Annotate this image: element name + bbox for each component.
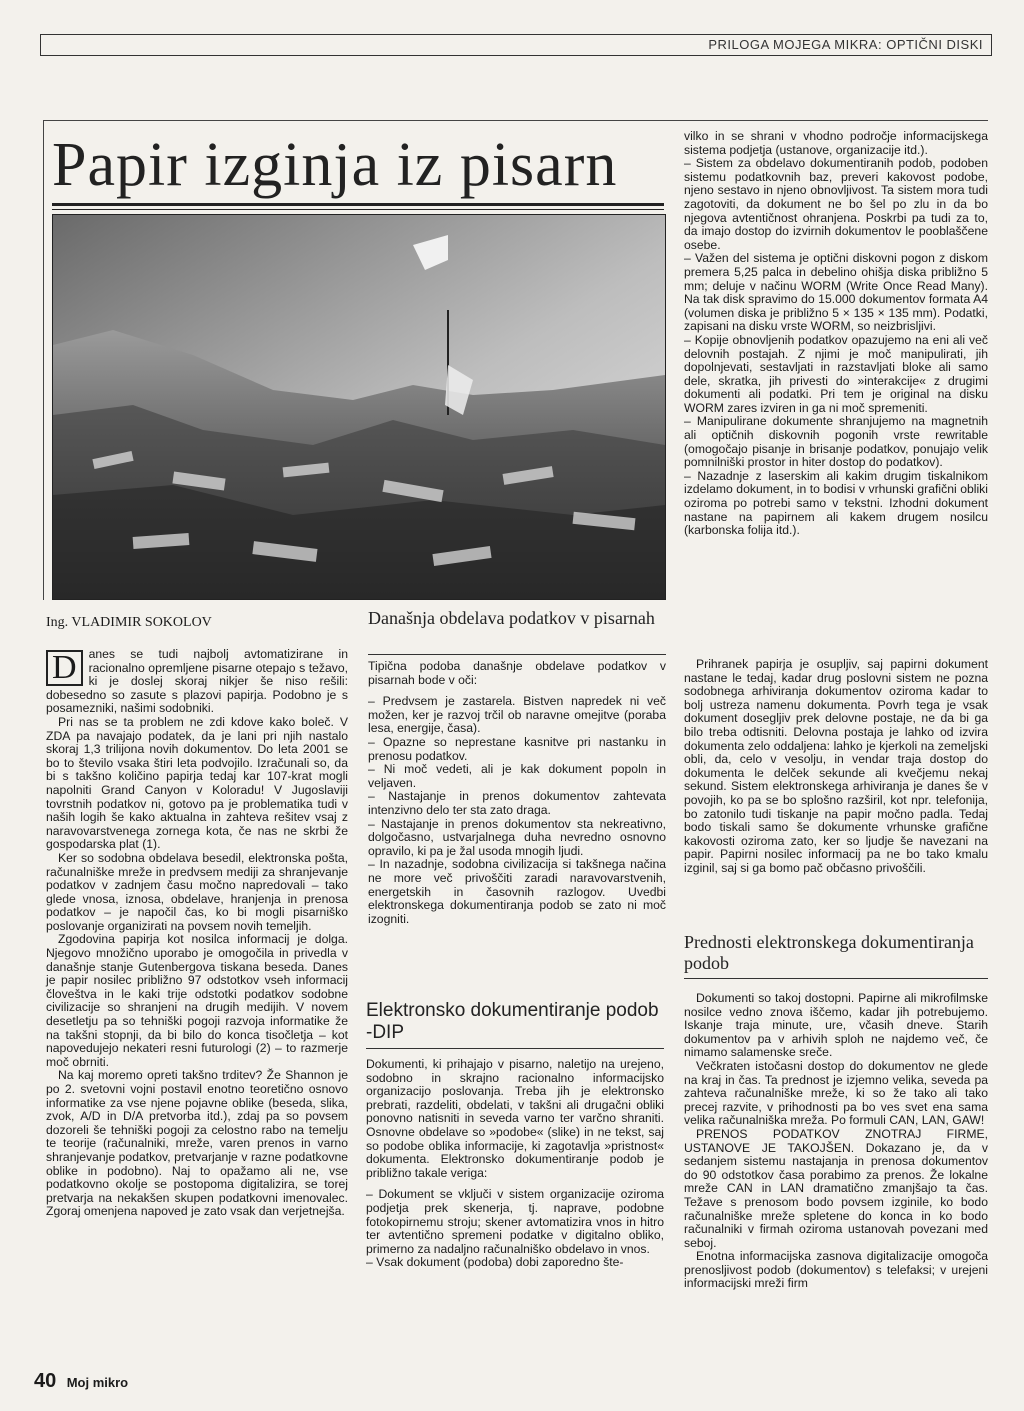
title-rule [52, 203, 664, 206]
title-rule-thin [52, 209, 664, 210]
article-column-2-lower [366, 1058, 664, 1270]
article-column-1 [46, 648, 348, 1219]
paragraph: PRENOS PODATKOV ZNOTRAJ FIRME, USTANOVE JE TAKOJŠEN. Dokazano je, da v sedanjem sistemu nastajanja in prenosa dokumentov do 90 odstotkov časa porabimo za prenos. Že lokalne mreže CAN in LAN dramatično zmanjšajo ta čas. Težave s prenosom bodo povsem izginile, ko bodo računalniške mreže spletene do konca in ko bodo računalniki v firmah oziroma ustanovah povezani med seboj. [684, 1126, 988, 1250]
paragraph: Pri nas se ta problem ne zdi kdove kako boleč. V ZDA pa navajajo podatek, da je lani pri njih nastalo skoraj 1,3 trilijona novih dokumentov. Do leta 2001 se bo to število vsaka štiri leta podvojilo. Izračunali so, da bi s takšno količino papirja tedaj kar 107-krat mogli napolniti Grand Canyon v Koloradu! V Jugoslaviji tovrstnih podatkov ni, gotovo pa je problematika tudi v naših logih še kako aktualna in zahteva rešitev vsaj z naravovarstvenega zornega kota, če nas ne skrbi že gospodarska plat (1). [46, 714, 348, 852]
page-number: 40 [34, 1370, 57, 1392]
paper-mountain-photo [53, 215, 665, 599]
article-column-3-lower [684, 992, 988, 1291]
drop-cap: D [46, 650, 83, 686]
paragraph: anes se tudi najbolj avtomatizirane in racionalno opremljene pisarne otepajo s težavo, ki je doslej skoraj nikjer še niso rešili: dobesedno so zasute s plazovi papirja. Podobno je s posamezniki, našimi sodobniki. [46, 647, 348, 716]
list-item: – Dokument se vključi v sistem organizacije oziroma podjetja prek skenerja, tj. naprave, podobne fotokopirnemu stroju; skener avtomatizira vnos in hitro ter avtentično spremeni podatke v digitalno obliko, primerno za nadaljno računalniško obdelavo in vnos. [366, 1187, 664, 1256]
list-item: – Kopije obnovljenih podatkov opazujemo na eni ali več delovnih postajah. Z njimi je moč manipulirati, jih dopolnjevati, sestavljati in razstavljati bloke ali samo dele, skratka, jih privesti do »interakcije« z drugimi dokumenti ali podatki. Pri tem je original na disku WORM zares izviren in ga ni moč spremeniti. [684, 332, 988, 415]
paragraph: vilko in se shrani v vhodno področje informacijskega sistema podjetja (ustanove, organizacije itd.). [684, 129, 988, 157]
heading-rule [366, 1048, 664, 1049]
heading-rule [684, 978, 988, 979]
article-column-2 [368, 660, 666, 926]
list-item: – Manipulirane dokumente shranjujemo na magnetnih ali optičnih diskovnih pogonih vrste rewritable (omogočajo pisanje in brisanje podatkov, ponujajo velik pomnilniški prostor in hiter dostop do podatkov). [684, 414, 988, 470]
section-header-text: PRILOGA MOJEGA MIKRA: OPTIČNI DISKI [708, 37, 983, 52]
list-item: – Nastajanje in prenos dokumentov sta nekreativno, dolgočasno, ustvarjalnega duha nevredno osnovno opravilo, ki pa je žal usoda mnogih ljudi. [368, 816, 666, 858]
author-byline: Ing. VLADIMIR SOKOLOV [46, 615, 212, 630]
magazine-name: Moj mikro [66, 1375, 129, 1390]
paragraph: Dokumenti so takoj dostopni. Papirne ali mikrofilmske nosilce vedno znova iščemo, kadar jih potrebujemo. Iskanje traja minute, ure, včasih dneve. Starih dokumentov pa v arhivih sploh ne najdemo več, če nimamo salamenske sreče. [684, 991, 988, 1060]
frame-top-rule [43, 120, 988, 121]
list-item: – Opazne so neprestane kasnitve pri nastanku in prenosu podatkov. [368, 734, 666, 763]
section-heading-today: Današnja obdelava podatkov v pisarnah [368, 608, 655, 628]
paragraph: Tipična podoba današnje obdelave podatkov v pisarnah bode v oči: [368, 659, 666, 687]
paragraph: Zgodovina papirja kot nosilca informacij je dolga. Njegovo množično uporabo je omogočila in privedla v današnje stanje Gutenbergova tiskana beseda. Danes je papir nosilec približno 97 odstotkov vseh informacij človeštva in le kaki trije odstotki podatkov sodobne civilizacije so shranjeni na drugih medijih. V novem desetletju pa so tehniški pogoji razvoja informatike že na takšni stopnji, da bi bilo do konca tisočletja – kot napovedujejo nekateri resni futurologi (2) – to razmerje moč obrniti. [46, 932, 348, 1069]
frame-left-rule [43, 120, 44, 600]
list-item: – Predvsem je zastarela. Bistven napredek ni več možen, ker je razvoj trčil ob naravne omejitve (poraba lesa, energije, časa). [368, 694, 666, 736]
article-photo [52, 214, 666, 600]
paragraph: Ker so sodobna obdelava besedil, elektronska pošta, računalniške mreže in predvsem mediji za shranjevanje podatkov v zadnjem času močno napredovali – tako glede vnosa, iznosa, obdelave, hranjenja in prenosa podatkov – je napočil čas, ko bi mogli pisarniško poslovanje organizirati na povsem novih temeljih. [46, 850, 348, 933]
article-title: Papir izginja iz pisarn [52, 131, 618, 199]
list-item: – In nazadnje, sodobna civilizacija si takšnega načina ne more več privoščiti zaradi naravovarstvenih, energetskih in časovnih razlogov. Uvedbi elektronskega dokumentiranja podob se zato ni moč izogniti. [368, 857, 666, 926]
article-column-3-middle [684, 658, 988, 876]
article-column-3 [684, 130, 988, 538]
paragraph: Na kaj moremo opreti takšno trditev? Že Shannon je po 2. svetovni vojni postavil enotno teoretično osnovo informatike za vse njene pojavne oblike (beseda, slika, zvok, A/D in D/A pretvorba itd.), zdaj pa so povsem dozoreli še tehniški pogoji za celostno rabo na temelju te teorije (računalniki, mreže, varen prenos in varno shranjevanje podatkov, pretvarjanje v razne podatkovne oblike in podobno). Naj to opažamo ali ne, vse podatkovno okolje se postopoma digitalizira, se torej pretvarja na nekakšen skupen podatkovni imenovalec. Zgoraj omenjena napoved je zato vsak dan verjetnejša. [46, 1068, 348, 1219]
list-item: – Vsak dokument (podoba) dobi zaporedno šte- [366, 1255, 624, 1270]
list-item: – Važen del sistema je optični diskovni pogon z diskom premera 5,25 palca in debelino ohišja diska približno 5 mm; deluje v načinu WORM (Write Once Read Many). Na tak disk spravimo do 15.000 dokumentov formata A4 (volumen diska je približno 5 × 135 × 135 mm). Podatki, zapisani na disku vrste WORM, so neizbrisljivi. [684, 251, 988, 334]
list-item: – Nastajanje in prenos dokumentov zahtevata intenzivno delo ter sta zato draga. [368, 789, 666, 817]
section-heading-dip: Elektronsko dokumentiranje podob -DIP [366, 1000, 659, 1043]
page-footer [34, 1370, 128, 1393]
list-item: – Nazadnje z laserskim ali kakim drugim tiskalnikom izdelamo dokument, in to bodisi v vrhunski grafični obliki oziroma po potrebi samo v tekstni. Izhodni dokument nastane na papirnem ali kakem drugem nosilcu (karbonska folija itd.). [684, 468, 988, 538]
heading-rule [368, 654, 666, 655]
section-header [40, 34, 992, 56]
section-heading-advantages: Prednosti elektronskega dokumentiranja podob [684, 932, 974, 973]
paragraph: Večkraten istočasni dostop do dokumentov ne glede na kraj in čas. Ta prednost je izjemno velika, seveda pa zahteva računalniške mreže, ki so že tako ali tako precej razvite, v prihodnosti pa bo ves svet ena sama velika računalniška mreža. Po formuli CAN, LAN, GAW! [684, 1058, 988, 1128]
list-item: – Sistem za obdelavo dokumentiranih podob, podoben sistemu podatkovnih baz, preveri kakovost podobe, njeno sestavo in njeno obnovljivost. Ta sistem mora tudi zagotoviti, da dokument ne bo šel po zlu in da bo njegova avtentičnost ohranjena. Poskrbi pa tudi za to, da imajo dostop do izvirnih dokumentov le pooblaščene osebe. [684, 156, 988, 252]
paragraph: Dokumenti, ki prihajajo v pisarno, naletijo na urejeno, sodobno in skrajno racionalno informacijsko organizacijo poslovanja. Treba jih je elektronsko prebrati, razdeliti, obdelati, v takšni ali drugačni obliki ponovno natisniti in seveda varno ter varčno shraniti. Osnovne obdelave so »podobe« (slike) in ne tekst, saj so podobe oblika informacije, ki zagotavlja »pristnost« dokumenta. Elektronsko dokumentiranje podob je približno takale veriga: [366, 1057, 664, 1180]
paragraph: Prihranek papirja je osupljiv, saj papirni dokument nastane le tedaj, kadar drug poslovni sistem ne pozna sodobnega arhiviranja dokumentov oziroma kadar to bolj ustreza namenu dokumenta. Povrh tega je vsak dokument dosegljiv prek delovne postaje, ne da bi ga bilo treba odtisniti. Delovna postaja je lahko od izvira dokumenta zelo oddaljena: lahko je kjerkoli na zemeljski obli, da, celo v vesolju, in vendar traja dostop do dokumenta le delček sekunde ali kvečjemu nekaj sekund. Sistem elektronskega arhiviranja je danes še v povojih, ko pa se bo splošno razširil, kot npr. telefonija, bo zatonilo tudi tiskanje na papir močno padla. Tedaj bodo tiskali samo še dokumente vrhunske grafične kakovosti oziroma zato, ker so ljudje še navezani na papir. Papirni nosilec informacij pa ne bo tako kmalu izginil, saj si ga bomo pač občasno privoščili. [684, 657, 988, 875]
list-item: – Ni moč vedeti, ali je kak dokument popoln in veljaven. [368, 762, 666, 790]
paragraph: Enotna informacijska zasnova digitalizacije omogoča prenosljivost podob (dokumentov) s telefaksi; v urejeni informacijski mreži firm [684, 1249, 988, 1291]
